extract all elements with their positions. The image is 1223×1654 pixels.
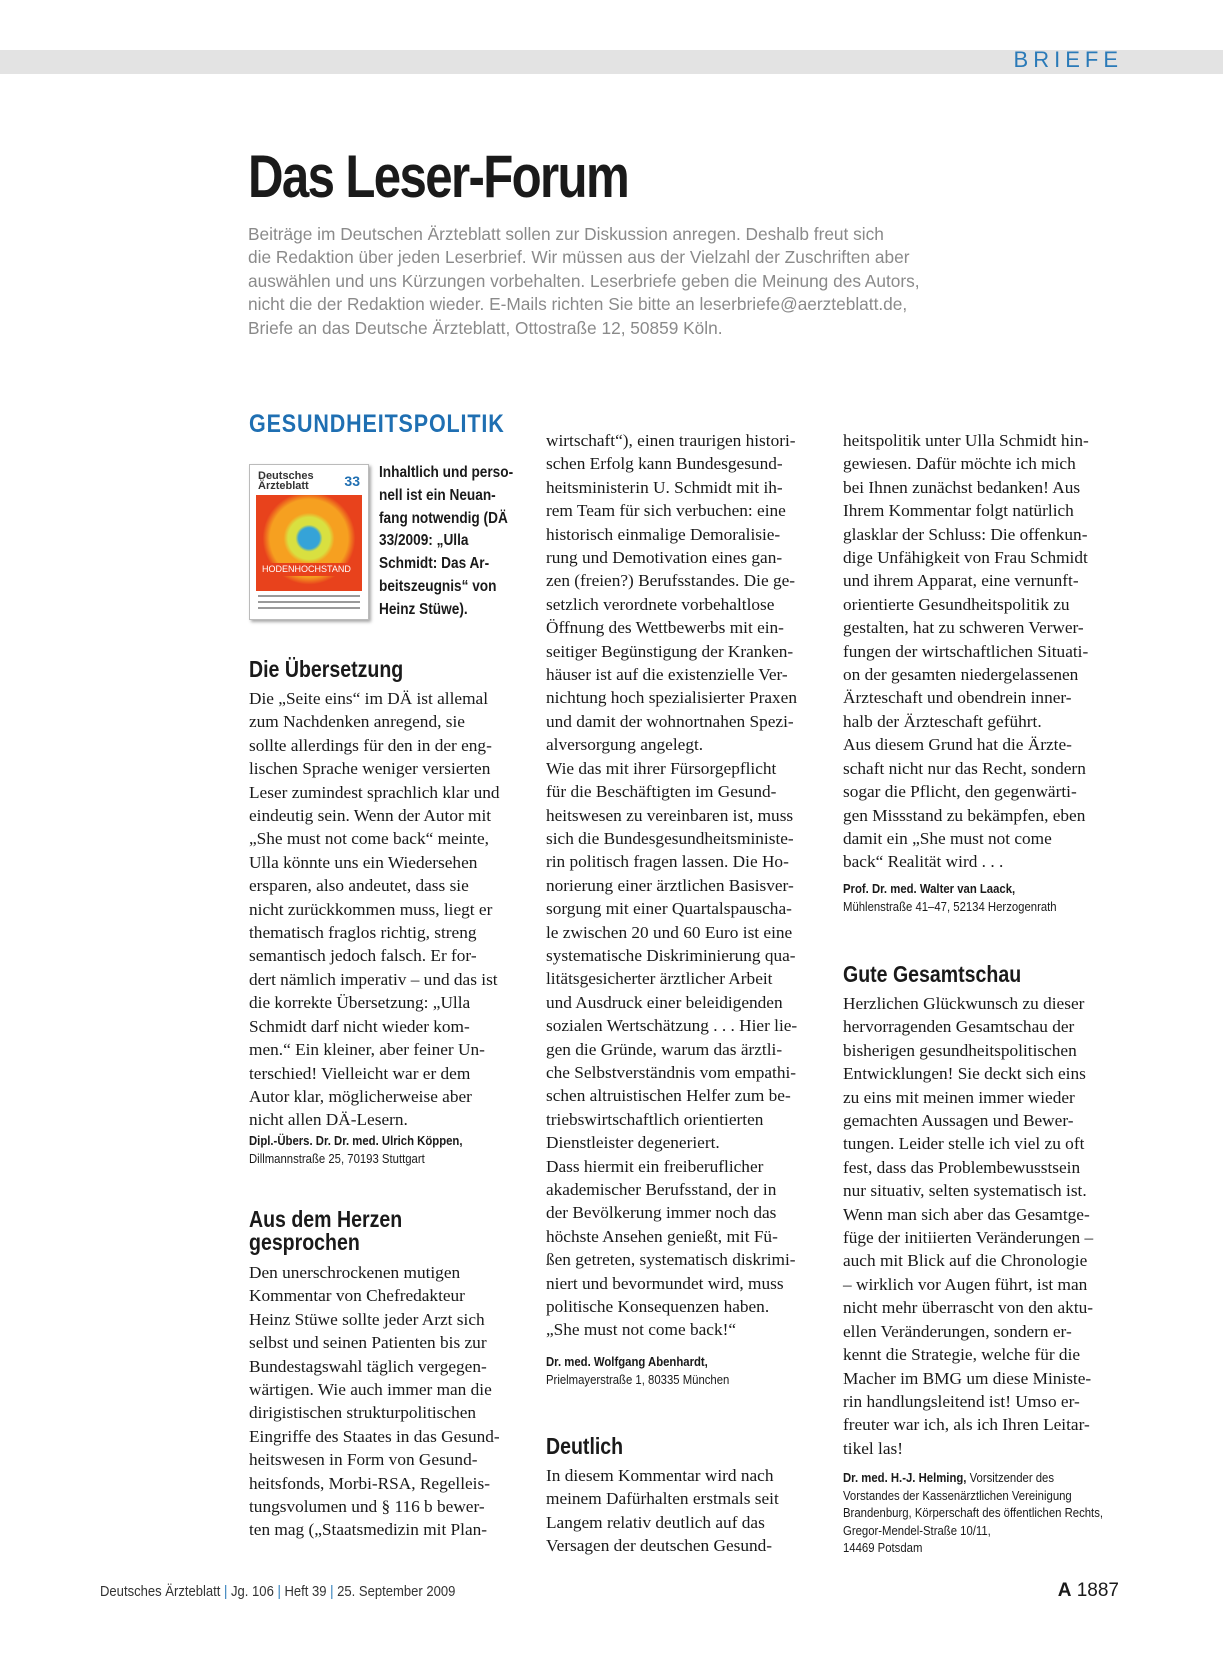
letter-heading-deutlich: Deutlich: [546, 1433, 624, 1459]
text-line: „She must not come back“ meinte,: [249, 829, 489, 849]
text-line: Aus diesem Grund hat die Ärzte-: [843, 735, 1072, 755]
author-address: Prielmayerstraße 1, 80335 München: [546, 1372, 730, 1387]
text-line: tikel las!: [843, 1438, 903, 1458]
text-line: Inhaltlich und perso-: [379, 464, 514, 481]
author-address: Mühlenstraße 41–47, 52134 Herzogenrath: [843, 899, 1057, 914]
text-line: heitspolitik unter Ulla Schmidt hin-: [843, 431, 1089, 450]
cover-masthead: Deutsches Ärzteblatt: [258, 470, 314, 492]
author-sig-line: Vorstandes der Kassenärztlichen Vereinigung: [843, 1488, 1072, 1503]
text-line: nicht die der Redaktion wieder. E-Mails richten Sie bitte an leserbriefe@aerzteblatt.de,: [248, 294, 908, 315]
text-line: rem Team für sich verbuchen: eine: [546, 501, 786, 521]
text-line: auch mit Blick auf die Chronologie: [843, 1251, 1088, 1271]
text-line: heitsfonds, Morbi-RSA, Regelleis-: [249, 1473, 490, 1493]
text-line: men.“ Ein kleiner, aber feiner Un-: [249, 1040, 485, 1060]
page-number: [1058, 1580, 1119, 1602]
magazine-cover-thumbnail: [249, 464, 369, 620]
text-line: wärtigen. Wie auch immer man die: [249, 1380, 492, 1400]
text-line: Macher im BMG um diese Ministe-: [843, 1368, 1092, 1388]
footer-volume: Jg. 106: [231, 1584, 274, 1600]
letter-body-deutlich-part2: [843, 429, 1089, 874]
text-line: Leser zumindest sprachlich klar und: [249, 782, 500, 802]
text-line: orientierte Gesundheitspolitik zu: [843, 594, 1070, 614]
text-line: triebswirtschaftlich orientierten: [546, 1109, 764, 1129]
text-line: Eingriffe des Staates in das Gesund-: [249, 1426, 500, 1446]
text-line: nell ist ein Neuan-: [379, 486, 496, 504]
text-line: systematische Diskriminierung qua-: [546, 945, 796, 965]
text-line: damit ein „She must not come: [843, 828, 1052, 848]
text-line: fungen der wirtschaftlichen Situati-: [843, 641, 1089, 661]
text-line: dert nämlich imperativ – und das ist: [249, 969, 498, 989]
letter-signature-abenhardt: [546, 1354, 729, 1389]
text-line: zum Nachdenken anregend, sie: [249, 712, 465, 732]
text-line: Schmidt darf nicht wieder kom-: [249, 1016, 470, 1036]
category-heading: GESUNDHEITSPOLITIK: [249, 410, 505, 438]
footer-date: 25. September 2009: [337, 1584, 456, 1600]
text-line: für die Beschäftigten im Gesund-: [546, 782, 777, 802]
text-line: Heinz Stüwe).: [379, 600, 468, 618]
cover-artwork: [256, 495, 362, 591]
text-line: Den unerschrockenen mutigen: [249, 1263, 461, 1282]
text-line: che Selbstverständnis vom empathi-: [546, 1062, 797, 1082]
text-line: – wirklich vor Augen führt, ist man: [843, 1274, 1088, 1294]
text-line: schen altruistischen Helfer zum be-: [546, 1086, 791, 1106]
cover-headline: HODENHOCHSTAND: [256, 563, 362, 576]
text-line: die Redaktion über jeden Leserbrief. Wir müssen aus der Vielzahl der Zuschriften aber: [248, 247, 910, 268]
page-number-value: 1887: [1076, 1580, 1119, 1601]
text-line: nicht mehr überrascht von den aktu-: [843, 1298, 1094, 1318]
letter-heading-uebersetzung: Die Übersetzung: [249, 656, 404, 682]
letter-heading-gesamtschau: Gute Gesamtschau: [843, 961, 1022, 987]
text-line: fang notwendig (DÄ: [379, 509, 508, 527]
intro-text: [248, 223, 1128, 340]
text-line: Dass hiermit ein freiberuflicher: [546, 1156, 764, 1176]
text-line: tungsvolumen und § 116 b bewer-: [249, 1497, 485, 1517]
letter-signature-koeppen: [249, 1133, 463, 1168]
text-line: freuter war ich, als ich Ihren Leitar-: [843, 1415, 1090, 1435]
text-line: niert und bevormundet wird, muss: [546, 1273, 784, 1293]
letter-body-herzen-part2: [546, 429, 797, 1342]
text-line: Briefe an das Deutsche Ärzteblatt, Ottostraße 12, 50859 Köln.: [248, 317, 723, 338]
text-line: glasklar der Schluss: Die offenkun-: [843, 524, 1088, 544]
heading-line: gesprochen: [249, 1229, 360, 1255]
text-line: heitswesen zu vereinbaren ist, muss: [546, 805, 794, 825]
text-line: rin handlungsleitend ist! Umso er-: [843, 1391, 1080, 1411]
text-line: und damit der wohnortnahen Spezi-: [546, 711, 794, 731]
letter-body-uebersetzung: [249, 687, 500, 1132]
author-name: Dipl.-Übers. Dr. Dr. med. Ulrich Köppen,: [249, 1134, 463, 1148]
text-line: Öffnung des Wettbewerbs mit ein-: [546, 618, 784, 638]
text-line: Beiträge im Deutschen Ärzteblatt sollen zur Diskussion anregen. Deshalb freut sich: [248, 224, 884, 244]
text-line: heitswesen in Form von Gesund-: [249, 1450, 478, 1470]
text-line: alversorgung angelegt.: [546, 735, 704, 755]
text-line: sorgung mit einer Quartalspauscha-: [546, 899, 792, 919]
text-line: litätsgesicherter ärztlicher Arbeit: [546, 969, 773, 989]
text-line: setzlich verordnete vorbehaltlose: [546, 594, 775, 614]
text-line: 33/2009: „Ulla: [379, 532, 469, 550]
text-line: back“ Realität wird . . .: [843, 852, 1004, 872]
text-line: schen Erfolg kann Bundesgesund-: [546, 454, 783, 474]
page-title: Das Leser-Forum: [248, 143, 629, 210]
text-line: der Bevölkerung immer noch das: [546, 1203, 777, 1223]
text-line: „She must not come back!“: [546, 1320, 737, 1340]
text-line: Ulla könnte uns ein Wiedersehen: [249, 852, 478, 872]
text-line: Langem relativ deutlich auf das: [546, 1512, 765, 1532]
text-line: nur situativ, selten systematisch ist.: [843, 1181, 1087, 1201]
text-line: rung und Demotivation eines gan-: [546, 548, 783, 568]
text-line: seitiger Begünstigung der Kranken-: [546, 641, 794, 661]
text-line: selbst und seinen Patienten bis zur: [249, 1333, 487, 1353]
text-line: zu eins mit meinen immer wieder: [843, 1087, 1075, 1107]
text-line: ßen getreten, systematisch diskrimi-: [546, 1250, 796, 1270]
text-line: meinem Dafürhalten erstmals seit: [546, 1489, 779, 1509]
text-line: norierung einer ärztlichen Basisver-: [546, 875, 794, 895]
text-line: die korrekte Übersetzung: „Ulla: [249, 993, 471, 1013]
text-line: heitsministerin U. Schmidt mit ih-: [546, 477, 783, 497]
text-line: beitszeugnis“ von: [379, 577, 497, 595]
author-sig-line: Gregor-Mendel-Straße 10/11,: [843, 1523, 991, 1538]
text-line: Schmidt: Das Ar-: [379, 555, 490, 573]
text-line: zen (freien?) Berufsstandes. Die ge-: [546, 571, 796, 591]
page-footer: [100, 1584, 455, 1600]
text-line: gemachten Aussagen und Bewer-: [843, 1111, 1074, 1131]
text-line: rin politisch fragen lassen. Die Ho-: [546, 852, 789, 872]
text-line: gen Missstand zu bekämpfen, eben: [843, 805, 1086, 825]
text-line: häuser ist auf die existenzielle Ver-: [546, 665, 788, 685]
text-line: hervorragenden Gesamtschau der: [843, 1017, 1075, 1037]
section-label: BRIEFE: [1013, 47, 1123, 72]
text-line: lischen Sprache weniger versierten: [249, 759, 491, 779]
letter-body-herzen-part1: [249, 1261, 500, 1542]
text-line: dige Unfähigkeit von Frau Schmidt: [843, 548, 1088, 568]
text-line: höchste Ansehen genießt, mit Fü-: [546, 1226, 778, 1246]
text-line: Die „Seite eins“ im DÄ ist allemal: [249, 689, 488, 708]
text-line: Entwicklungen! Sie deckt sich eins: [843, 1064, 1086, 1084]
letter-body-deutlich-part1: [546, 1464, 779, 1558]
lead-reference: [379, 462, 520, 622]
text-line: bisherigen gesundheitspolitischen: [843, 1040, 1077, 1060]
text-line: ten mag („Staatsmedizin mit Plan-: [249, 1520, 488, 1540]
text-line: sogar die Pflicht, den gegenwärti-: [843, 782, 1077, 802]
text-line: und Ausdruck einer beleidigenden: [546, 992, 783, 1012]
text-line: historisch einmalige Demoralisie-: [546, 524, 781, 544]
text-line: Wie das mit ihrer Fürsorgepflicht: [546, 758, 777, 778]
footer-separator: |: [330, 1584, 334, 1600]
text-line: und ihrem Apparat, eine vernunft-: [843, 571, 1079, 591]
text-line: le zwischen 20 und 60 Euro ist eine: [546, 922, 793, 942]
text-line: fest, dass das Problembewusstsein: [843, 1157, 1081, 1177]
author-address: Dillmannstraße 25, 70193 Stuttgart: [249, 1151, 425, 1166]
text-line: gestalten, hat zu schweren Verwer-: [843, 618, 1084, 638]
text-line: auswählen und uns Kürzungen vorbehalten. Leserbriefe geben die Meinung des Autors,: [248, 270, 920, 291]
letter-body-gesamtschau: [843, 992, 1093, 1460]
text-line: ellen Veränderungen, sondern er-: [843, 1321, 1072, 1341]
page-prefix: A: [1057, 1580, 1072, 1601]
heading-line: Aus dem Herzen: [249, 1206, 403, 1232]
cover-text-lines: [258, 595, 360, 613]
text-line: Heinz Stüwe sollte jeder Arzt sich: [249, 1309, 485, 1329]
text-line: Bundestagswahl täglich vergegen-: [249, 1356, 487, 1376]
text-line: politische Konsequenzen haben.: [546, 1297, 770, 1317]
text-line: Kommentar von Chefredakteur: [249, 1286, 465, 1306]
text-line: Versagen der deutschen Gesund-: [546, 1536, 773, 1556]
text-line: nicht zurückkommen muss, liegt er: [249, 899, 493, 919]
text-line: In diesem Kommentar wird nach: [546, 1466, 774, 1485]
text-line: nichtung hoch spezialisierter Praxen: [546, 688, 797, 708]
text-line: sozialen Wertschätzung . . . Hier lie-: [546, 1016, 798, 1036]
text-line: Wenn man sich aber das Gesamtge-: [843, 1204, 1090, 1224]
text-line: thematisch fraglos richtig, streng: [249, 923, 477, 943]
text-line: füge der initiierten Veränderungen –: [843, 1228, 1094, 1248]
text-line: wirtschaft“), einen traurigen histori-: [546, 431, 796, 450]
text-line: kennt die Strategie, welche für die: [843, 1345, 1081, 1365]
text-line: Autor klar, möglicherweise aber: [249, 1086, 472, 1106]
text-line: dirigistischen strukturpolitischen: [249, 1403, 477, 1423]
text-line: on der gesamten niedergelassenen: [843, 665, 1079, 685]
text-line: terschied! Vielleicht war er dem: [249, 1063, 471, 1083]
author-name: Prof. Dr. med. Walter van Laack,: [843, 882, 1016, 896]
text-line: schaft nicht nur das Recht, sondern: [843, 758, 1086, 778]
text-line: Ärzteschaft und obendrein inner-: [843, 688, 1072, 708]
text-line: Herzlichen Glückwunsch zu dieser: [843, 994, 1085, 1013]
letter-signature-helming: [843, 1470, 1103, 1558]
text-line: semantisch jedoch falsch. Er for-: [249, 946, 477, 966]
letter-heading-herzen: [249, 1208, 429, 1254]
text-line: Dienstleister degeneriert.: [546, 1133, 720, 1153]
text-line: nicht allen DÄ-Lesern.: [249, 1110, 408, 1130]
footer-journal: Deutsches Ärzteblatt: [100, 1584, 221, 1600]
letter-signature-vanlaack: [843, 881, 1057, 916]
footer-separator: |: [277, 1584, 281, 1600]
text-line: sich die Bundesgesundheitsministe-: [546, 828, 794, 848]
text-line: gewiesen. Dafür möchte ich mich: [843, 454, 1076, 474]
text-line: sollte allerdings für den in der eng-: [249, 735, 492, 755]
text-line: tungen. Leider stelle ich viel zu oft: [843, 1134, 1085, 1154]
author-name: Dr. med. Wolfgang Abenhardt,: [546, 1355, 708, 1369]
author-sig-line: 14469 Potsdam: [843, 1541, 923, 1555]
author-sig-line: Brandenburg, Körperschaft des öffentlichen Rechts,: [843, 1506, 1104, 1520]
footer-issue: Heft 39: [284, 1584, 327, 1600]
text-line: eindeutig sein. Wenn der Autor mit: [249, 806, 492, 826]
text-line: gen die Gründe, warum das ärztli-: [546, 1039, 783, 1059]
text-line: bei Ihnen zunächst bedanken! Aus: [843, 477, 1081, 497]
footer-separator: |: [224, 1584, 228, 1600]
text-line: halb der Ärzteschaft geführt.: [843, 711, 1042, 731]
author-sig-line: Vorsitzender des: [969, 1471, 1055, 1485]
cover-issue-number: 33: [344, 473, 360, 489]
author-name: Dr. med. H.-J. Helming,: [843, 1471, 967, 1485]
text-line: Ihrem Kommentar folgt natürlich: [843, 501, 1074, 521]
text-line: ersparen, also andeutet, dass sie: [249, 876, 469, 896]
text-line: akademischer Berufsstand, der in: [546, 1180, 777, 1199]
